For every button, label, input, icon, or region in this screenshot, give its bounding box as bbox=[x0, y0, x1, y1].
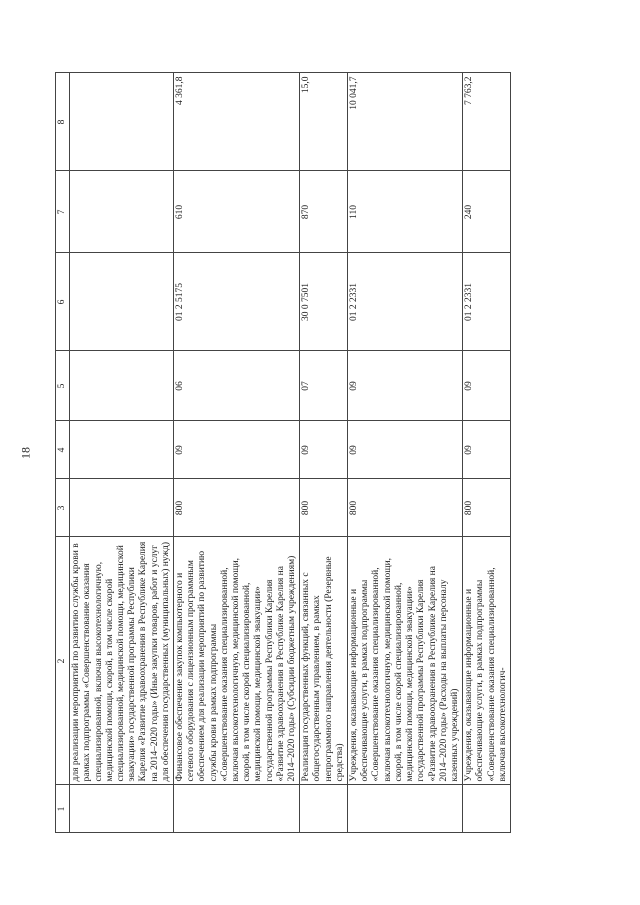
expense-type-cell: 870 bbox=[300, 171, 348, 253]
ministry-code-cell bbox=[70, 479, 174, 537]
subsection-code-cell bbox=[70, 351, 174, 421]
subsection-code-cell: 09 bbox=[463, 351, 511, 421]
subsection-code-cell: 09 bbox=[348, 351, 463, 421]
description-cell: Реализация государственных функций, связанных с общегосударственным управлением, в рамках непрограммного направления деятельности (Резервные средства) bbox=[300, 537, 348, 785]
section-code-cell: 09 bbox=[348, 421, 463, 479]
target-article-cell: 01 2 5175 bbox=[174, 253, 300, 351]
column-header: 5 bbox=[56, 351, 70, 421]
column-header: 6 bbox=[56, 253, 70, 351]
expense-type-cell bbox=[70, 171, 174, 253]
description-cell: Учреждения, оказывающие информационные и обеспечивающие услуги, в рамках подпрограммы «Совершенствование оказания специализированной, включая высокотехнологичную, медицинской помощи, скорой, в том числе скорой специализированной, медицинской помощи, медицинской эвакуации» государственной программы Республики Карелия «Развитие здравоохранения в Республике Карелия на 2014–2020 годы» (Расходы на выплаты персоналу казенных учреждений) bbox=[348, 537, 463, 785]
section-code-cell bbox=[70, 421, 174, 479]
amount-cell: 7 763,2 bbox=[463, 73, 511, 171]
description-cell: для реализации мероприятий по развитию службы крови в рамках подпрограммы «Совершенствование оказания специализированной, включая высокотехнологичную, медицинской помощи, скорой, в том числе скорой специализированной, медицинской помощи, медицинской эвакуации» государственной программы Республики Карелия «Развитие здравоохранения в Республике Карелия на 2014–2020 годы» (Иные закупки товаров, работ и услуг для обеспечения государственных (муниципальных) нужд) bbox=[70, 537, 174, 785]
column-header: 4 bbox=[56, 421, 70, 479]
column-header: 8 bbox=[56, 73, 70, 171]
table-row bbox=[348, 73, 463, 833]
page-number: 18 bbox=[18, 447, 33, 459]
column-header: 7 bbox=[56, 171, 70, 253]
row-index-cell bbox=[300, 785, 348, 833]
budget-table bbox=[55, 73, 511, 834]
ministry-code-cell: 800 bbox=[463, 479, 511, 537]
ministry-code-cell: 800 bbox=[300, 479, 348, 537]
section-code-cell: 09 bbox=[463, 421, 511, 479]
row-index-cell bbox=[70, 785, 174, 833]
section-code-cell: 09 bbox=[174, 421, 300, 479]
subsection-code-cell: 06 bbox=[174, 351, 300, 421]
column-header: 3 bbox=[56, 479, 70, 537]
row-index-cell bbox=[348, 785, 463, 833]
description-cell: Финансовое обеспечение закупок компьютерного и сетевого оборудования с лицензионным программным обеспечением для реализации мероприятий по развитию службы крови в рамках подпрограммы «Совершенствование оказания специализированной, включая высокотехнологичную, медицинской помощи, скорой, в том числе скорой специализированной, медицинской помощи, медицинской эвакуации» государственной программы Республики Карелия «Развитие здравоохранения в Республике Карелия на 2014–2020 годы» (Субсидии бюджетным учреждениям) bbox=[174, 537, 300, 785]
target-article-cell: 01 2 2331 bbox=[463, 253, 511, 351]
amount-cell: 4 361,8 bbox=[174, 73, 300, 171]
amount-cell bbox=[70, 73, 174, 171]
ministry-code-cell: 800 bbox=[348, 479, 463, 537]
table-row bbox=[300, 73, 348, 833]
table-row bbox=[174, 73, 300, 833]
column-header: 1 bbox=[56, 785, 70, 833]
row-index-cell bbox=[174, 785, 300, 833]
description-cell: Учреждения, оказывающие информационные и обеспечивающие услуги, в рамках подпрограммы «Совершенствование оказания специализированной, включая высокотехнологич- bbox=[463, 537, 511, 785]
budget-table-page bbox=[45, 63, 595, 843]
table-row bbox=[463, 73, 511, 833]
ministry-code-cell: 800 bbox=[174, 479, 300, 537]
amount-cell: 10 041,7 bbox=[348, 73, 463, 171]
amount-cell: 15,0 bbox=[300, 73, 348, 171]
subsection-code-cell: 07 bbox=[300, 351, 348, 421]
expense-type-cell: 240 bbox=[463, 171, 511, 253]
target-article-cell bbox=[70, 253, 174, 351]
section-code-cell: 09 bbox=[300, 421, 348, 479]
expense-type-cell: 610 bbox=[174, 171, 300, 253]
table-row bbox=[70, 73, 174, 833]
column-number-row bbox=[56, 73, 70, 833]
expense-type-cell: 110 bbox=[348, 171, 463, 253]
row-index-cell bbox=[463, 785, 511, 833]
column-header: 2 bbox=[56, 537, 70, 785]
target-article-cell: 30 0 7501 bbox=[300, 253, 348, 351]
target-article-cell: 01 2 2331 bbox=[348, 253, 463, 351]
